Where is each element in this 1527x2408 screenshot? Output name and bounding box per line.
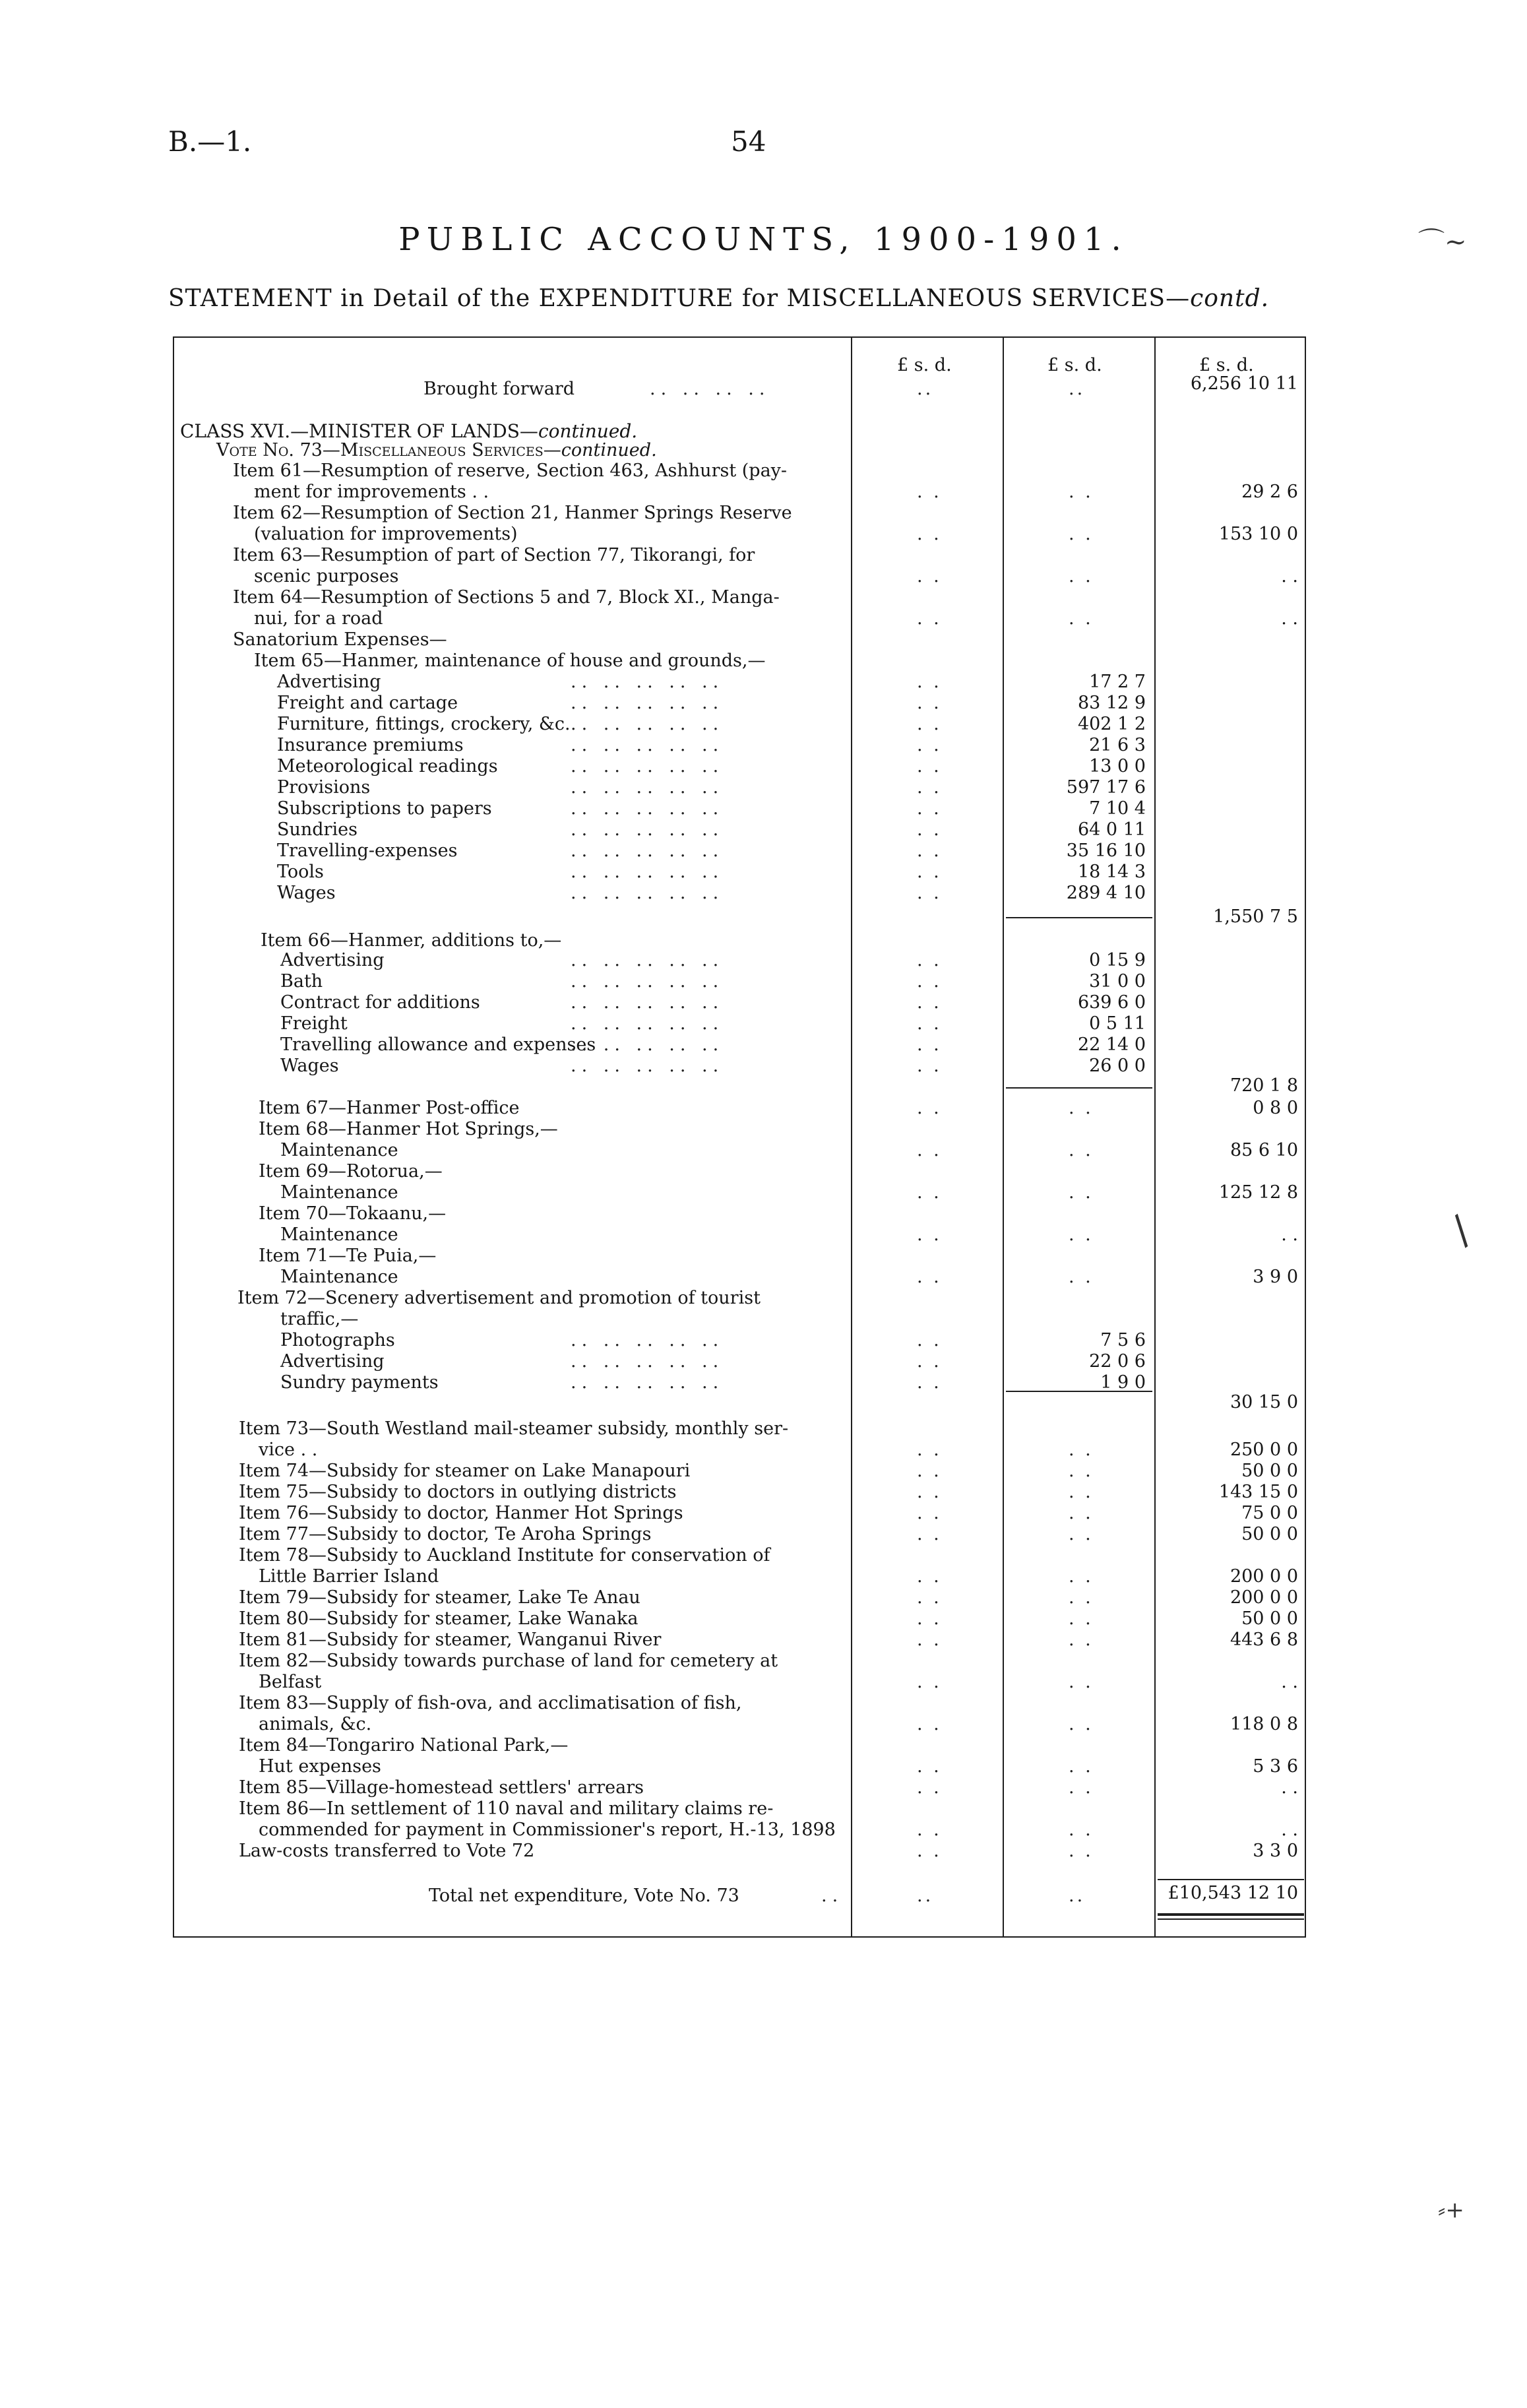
empty-cell: . . <box>917 1714 942 1734</box>
line-item-label: Sundries <box>277 819 358 840</box>
empty-cell: . . <box>917 798 942 819</box>
line-item: Item 61—Resumption of reserve, Section 463, Ashhurst (pay- <box>233 460 788 481</box>
line-amount: 17 2 7 <box>1089 672 1146 692</box>
empty-cell: . . <box>1069 1714 1094 1734</box>
empty-cell: . . <box>1069 566 1094 586</box>
empty-cell: . . <box>917 883 942 903</box>
line-item: Item 63—Resumption of part of Section 77, Tikorangi, for <box>233 545 755 565</box>
empty-cell: . . <box>917 1841 942 1861</box>
empty-cell: . . <box>917 1182 942 1203</box>
leader-dots: .. .. .. .. .. <box>571 798 724 819</box>
empty-cell: . . <box>1069 1841 1094 1861</box>
line-item-label: Freight and cartage <box>277 693 458 713</box>
column-head-3: £ s. d. <box>1199 355 1254 375</box>
line-item: commended for payment in Commissioner's report, H.-13, 1898 <box>259 1820 836 1840</box>
line-item-label: Meteorological readings <box>277 756 498 776</box>
line-amount: 18 14 3 <box>1077 862 1146 882</box>
leader-dots: .. .. .. .. .. <box>571 1330 724 1350</box>
statement-subtitle: STATEMENT in Detail of the EXPENDITURE for MISCELLANEOUS SERVICES—contd. <box>168 285 1270 312</box>
line-item: animals, &c. <box>259 1714 372 1734</box>
line-item-label: Advertising <box>277 672 381 692</box>
page-title: PUBLIC ACCOUNTS, 1900-1901. <box>398 221 1129 258</box>
item72-total: 30 15 0 <box>1230 1392 1298 1412</box>
line-total: . . <box>1281 1777 1298 1798</box>
empty-cell: . . <box>917 1013 942 1034</box>
empty-cell: . . <box>917 819 942 840</box>
subtotal-rule <box>1006 1391 1152 1392</box>
empty-cell: . . <box>917 1777 942 1798</box>
table-right-border <box>1305 336 1306 1936</box>
table-top-rule <box>173 336 1306 338</box>
line-item: Item 67—Hanmer Post-office <box>259 1098 520 1118</box>
line-total: 153 10 0 <box>1218 524 1298 544</box>
line-total: 50 0 0 <box>1241 1608 1298 1629</box>
line-item: Item 69—Rotorua,— <box>259 1161 443 1182</box>
empty-cell: . . <box>917 1756 942 1777</box>
leader-dots: .. .. .. .. .. <box>571 1056 724 1076</box>
empty-cell: . . <box>1069 1524 1094 1544</box>
line-total: 85 6 10 <box>1230 1140 1298 1160</box>
line-item: Maintenance <box>280 1267 398 1287</box>
line-item: Item 68—Hanmer Hot Springs,— <box>259 1119 558 1139</box>
empty-cell: . . <box>1069 1140 1094 1160</box>
line-item: Item 84—Tongariro National Park,— <box>239 1735 569 1756</box>
empty-cell: . . <box>917 1330 942 1350</box>
line-item-label: Photographs <box>280 1330 395 1350</box>
line-amount: 597 17 6 <box>1066 777 1146 798</box>
vote-heading: Vote No. 73—Miscellaneous Services—continued. <box>216 440 657 460</box>
leader-dots: .. .. .. .. .. <box>571 1372 724 1393</box>
line-total: 3 3 0 <box>1253 1841 1298 1861</box>
column-head-2: £ s. d. <box>1047 355 1102 375</box>
column-divider-2 <box>1003 336 1004 1936</box>
page-reference: B.—1. <box>168 125 252 158</box>
empty-cell: . . <box>1069 1098 1094 1118</box>
line-amount: 1 9 0 <box>1100 1372 1146 1393</box>
empty-cell: . . <box>1069 1503 1094 1523</box>
line-item: Hut expenses <box>259 1756 381 1777</box>
line-amount: 83 12 9 <box>1077 693 1146 713</box>
line-item: scenic purposes <box>254 566 399 586</box>
line-item: Maintenance <box>280 1224 398 1245</box>
line-total: 125 12 8 <box>1218 1182 1298 1203</box>
empty-cell: . . <box>917 524 942 544</box>
empty-cell: . . <box>917 1224 942 1245</box>
leader-dots: .. .. .. .. .. <box>571 992 724 1013</box>
line-item: nui, for a road <box>254 608 383 629</box>
subtotal-rule <box>1006 917 1152 918</box>
line-amount: 7 5 6 <box>1100 1330 1146 1350</box>
page-number: 54 <box>731 125 766 158</box>
leader-dots: .. .. .. .. .. <box>571 950 724 970</box>
line-item-label: Freight <box>280 1013 348 1034</box>
line-amount: 13 0 0 <box>1089 756 1146 776</box>
empty-cell: . . <box>1069 608 1094 629</box>
line-item: Item 79—Subsidy for steamer, Lake Te Anau <box>239 1587 640 1608</box>
line-amount: 0 15 9 <box>1089 950 1146 970</box>
empty-cell: . . <box>917 840 942 861</box>
empty-cell: . . <box>1069 1224 1094 1245</box>
leader-dots: .. .. .. .. .. <box>571 1351 724 1372</box>
brought-forward-label: Brought forward <box>423 379 575 399</box>
line-amount: 289 4 10 <box>1066 883 1146 903</box>
line-total: 3 9 0 <box>1253 1267 1298 1287</box>
line-total: 75 0 0 <box>1241 1503 1298 1523</box>
empty-cell: . . <box>1069 1756 1094 1777</box>
double-rule <box>1158 1913 1304 1916</box>
empty-cell: . . <box>917 756 942 776</box>
line-item: Item 71—Te Puia,— <box>259 1246 437 1266</box>
leader-dots: .. .. .. .. .. <box>571 840 724 861</box>
empty-cell: . . <box>917 1630 942 1650</box>
brought-forward-total: 6,256 10 11 <box>1190 373 1298 394</box>
empty-cell: . . <box>917 1503 942 1523</box>
empty-cell: .. <box>1069 1885 1086 1906</box>
empty-cell: . . <box>917 1372 942 1393</box>
leader-dots: .. .. .. .. .. <box>571 883 724 903</box>
empty-cell: . . <box>917 1440 942 1460</box>
line-total: 443 6 8 <box>1230 1630 1298 1650</box>
double-rule <box>1158 1918 1304 1920</box>
leader-dots: .. .. .. .. .. <box>571 756 724 776</box>
empty-cell: . . <box>917 608 942 629</box>
line-amount: 639 6 0 <box>1077 992 1146 1013</box>
empty-cell: . . <box>1069 1482 1094 1502</box>
line-total: 200 0 0 <box>1230 1566 1298 1587</box>
empty-cell: . . <box>917 1056 942 1076</box>
empty-cell: . . <box>917 714 942 734</box>
line-total: . . <box>1281 608 1298 629</box>
empty-cell: . . <box>1069 1587 1094 1608</box>
empty-cell: . . <box>1069 524 1094 544</box>
empty-cell: . . <box>917 566 942 586</box>
leader-dots: .. .. .. .. .. <box>571 1034 724 1055</box>
line-total: 0 8 0 <box>1253 1098 1298 1118</box>
line-item: Sanatorium Expenses— <box>233 629 447 650</box>
empty-cell: . . <box>917 482 942 502</box>
line-item: ment for improvements . . <box>254 482 489 502</box>
line-item-label: Provisions <box>277 777 371 798</box>
empty-cell: . . <box>1069 1777 1094 1798</box>
line-item-label: Travelling-expenses <box>277 840 458 861</box>
empty-cell: . . <box>917 1461 942 1481</box>
line-total: 118 0 8 <box>1230 1714 1298 1734</box>
line-item: Item 83—Supply of fish-ova, and acclimatisation of fish, <box>239 1693 742 1713</box>
line-item: Item 62—Resumption of Section 21, Hanmer Springs Reserve <box>233 503 792 523</box>
empty-cell: . . <box>917 862 942 882</box>
empty-cell: . . <box>917 1482 942 1502</box>
margin-mark: ⌒~ <box>1418 227 1467 257</box>
empty-cell: . . <box>917 992 942 1013</box>
table-bottom-rule <box>173 1936 1306 1938</box>
line-item-label: Wages <box>277 883 336 903</box>
line-item: Item 73—South Westland mail-steamer subsidy, monthly ser- <box>239 1418 789 1439</box>
item66-heading: Item 66—Hanmer, additions to,— <box>261 930 562 951</box>
leader-dots: .. .. .. .. .. <box>571 819 724 840</box>
empty-cell: . . <box>1069 1182 1094 1203</box>
item65-total: 1,550 7 5 <box>1213 906 1298 927</box>
line-item: Item 86—In settlement of 110 naval and military claims re- <box>239 1798 774 1819</box>
line-item-label: Wages <box>280 1056 339 1076</box>
grand-total-value: £10,543 12 10 <box>1168 1883 1298 1903</box>
leader-dots: .. .. .. .. .. <box>571 714 724 734</box>
line-item: Item 78—Subsidy to Auckland Institute for conservation of <box>239 1545 770 1566</box>
empty-cell: . . <box>917 1098 942 1118</box>
line-item: Item 82—Subsidy towards purchase of land for cemetery at <box>239 1651 778 1671</box>
line-item-label: Advertising <box>280 950 385 970</box>
column-divider-3 <box>1154 336 1156 1936</box>
line-total: 29 2 6 <box>1241 482 1298 502</box>
line-item-label: Furniture, fittings, crockery, &c. <box>277 714 571 734</box>
line-item: Item 65—Hanmer, maintenance of house and grounds,— <box>254 650 766 671</box>
line-item: Item 72—Scenery advertisement and promotion of tourist <box>237 1288 761 1308</box>
line-amount: 31 0 0 <box>1089 971 1146 992</box>
empty-cell: .. <box>917 379 934 399</box>
line-amount: 7 10 4 <box>1089 798 1146 819</box>
empty-cell: . . <box>1069 1267 1094 1287</box>
empty-cell: .. <box>917 1885 934 1906</box>
line-item: (valuation for improvements) <box>254 524 518 544</box>
line-amount: 35 16 10 <box>1066 840 1146 861</box>
empty-cell: . . <box>1069 1566 1094 1587</box>
line-total: . . <box>1281 566 1298 586</box>
line-item: traffic,— <box>280 1309 359 1329</box>
empty-cell: . . <box>917 950 942 970</box>
empty-cell: . . <box>917 1140 942 1160</box>
line-total: . . <box>1281 1820 1298 1840</box>
margin-mark: / <box>1442 1207 1480 1253</box>
empty-cell: . . <box>917 1034 942 1055</box>
line-item: Item 80—Subsidy for steamer, Lake Wanaka <box>239 1608 639 1629</box>
empty-cell: . . <box>917 1351 942 1372</box>
empty-cell: . . <box>1069 1672 1094 1692</box>
line-amount: 21 6 3 <box>1089 735 1146 755</box>
empty-cell: . . <box>917 1672 942 1692</box>
line-item: Item 64—Resumption of Sections 5 and 7, Block XI., Manga- <box>233 587 780 608</box>
line-item: Maintenance <box>280 1182 398 1203</box>
total-rule <box>1158 1879 1304 1880</box>
empty-cell: . . <box>917 1820 942 1840</box>
line-total: 200 0 0 <box>1230 1587 1298 1608</box>
empty-cell: . . <box>1069 1461 1094 1481</box>
leader-dots: .. <box>821 1885 844 1906</box>
line-amount: 22 0 6 <box>1089 1351 1146 1372</box>
line-amount: 64 0 11 <box>1077 819 1146 840</box>
leader-dots: .. .. .. .. .. <box>571 971 724 992</box>
line-item: Item 85—Village-homestead settlers' arrears <box>239 1777 644 1798</box>
line-total: . . <box>1281 1224 1298 1245</box>
line-item-label: Contract for additions <box>280 992 480 1013</box>
leader-dots: .. .. .. .. .. <box>571 672 724 692</box>
column-head-1: £ s. d. <box>897 355 952 375</box>
line-item: Item 81—Subsidy for steamer, Wanganui River <box>239 1630 662 1650</box>
line-total: 50 0 0 <box>1241 1524 1298 1544</box>
line-amount: 402 1 2 <box>1077 714 1146 734</box>
line-item: Belfast <box>259 1672 322 1692</box>
line-item-label: Sundry payments <box>280 1372 439 1393</box>
empty-cell: . . <box>917 1524 942 1544</box>
leader-dots: .. .. .. .. .. <box>571 693 724 713</box>
empty-cell: . . <box>1069 1440 1094 1460</box>
line-item: Item 75—Subsidy to doctors in outlying districts <box>239 1482 677 1502</box>
line-item: Item 77—Subsidy to doctor, Te Aroha Springs <box>239 1524 652 1544</box>
empty-cell: . . <box>1069 1608 1094 1629</box>
empty-cell: . . <box>917 777 942 798</box>
class-heading: CLASS XVI.—MINISTER OF LANDS—continued. <box>180 420 638 442</box>
column-divider-1 <box>851 336 852 1936</box>
line-item-label: Subscriptions to papers <box>277 798 492 819</box>
empty-cell: . . <box>917 1587 942 1608</box>
line-item-label: Tools <box>277 862 324 882</box>
empty-cell: . . <box>1069 482 1094 502</box>
line-item: Little Barrier Island <box>259 1566 439 1587</box>
subtotal-rule <box>1006 1087 1152 1089</box>
line-amount: 22 14 0 <box>1077 1034 1146 1055</box>
empty-cell: . . <box>1069 1820 1094 1840</box>
line-item-label: Insurance premiums <box>277 735 464 755</box>
line-item: Maintenance <box>280 1140 398 1160</box>
leader-dots: .. .. .. .. .. <box>571 1013 724 1034</box>
line-total: 50 0 0 <box>1241 1461 1298 1481</box>
empty-cell: .. <box>1069 379 1086 399</box>
line-item-label: Advertising <box>280 1351 385 1372</box>
empty-cell: . . <box>917 672 942 692</box>
line-item: vice . . <box>259 1440 318 1460</box>
line-total: 143 15 0 <box>1218 1482 1298 1502</box>
line-total: . . <box>1281 1672 1298 1692</box>
line-item: Item 76—Subsidy to doctor, Hanmer Hot Springs <box>239 1503 683 1523</box>
line-total: 250 0 0 <box>1230 1440 1298 1460</box>
empty-cell: . . <box>917 693 942 713</box>
leader-dots: .. .. .. .. .. <box>571 862 724 882</box>
empty-cell: . . <box>917 971 942 992</box>
item66-total: 720 1 8 <box>1230 1075 1298 1096</box>
leader-dots: .. .. .. .. .. <box>571 735 724 755</box>
leader-dots: .. .. .. .. .. <box>571 777 724 798</box>
line-amount: 26 0 0 <box>1089 1056 1146 1076</box>
line-total: 5 3 6 <box>1253 1756 1298 1777</box>
line-item-label: Bath <box>280 971 323 992</box>
empty-cell: . . <box>1069 1630 1094 1650</box>
line-item: Item 74—Subsidy for steamer on Lake Manapouri <box>239 1461 691 1481</box>
leader-dots: .. .. .. .. <box>650 379 770 399</box>
empty-cell: . . <box>917 1608 942 1629</box>
line-item: Item 70—Tokaanu,— <box>259 1203 447 1224</box>
margin-mark: ⸗+ <box>1438 2197 1464 2223</box>
empty-cell: . . <box>917 735 942 755</box>
grand-total-label: Total net expenditure, Vote No. 73 <box>429 1885 739 1906</box>
line-item-label: Travelling allowance and expenses <box>280 1034 596 1055</box>
line-amount: 0 5 11 <box>1089 1013 1146 1034</box>
table-left-border <box>173 336 174 1936</box>
line-item: Law-costs transferred to Vote 72 <box>239 1841 535 1861</box>
empty-cell: . . <box>917 1566 942 1587</box>
empty-cell: . . <box>917 1267 942 1287</box>
